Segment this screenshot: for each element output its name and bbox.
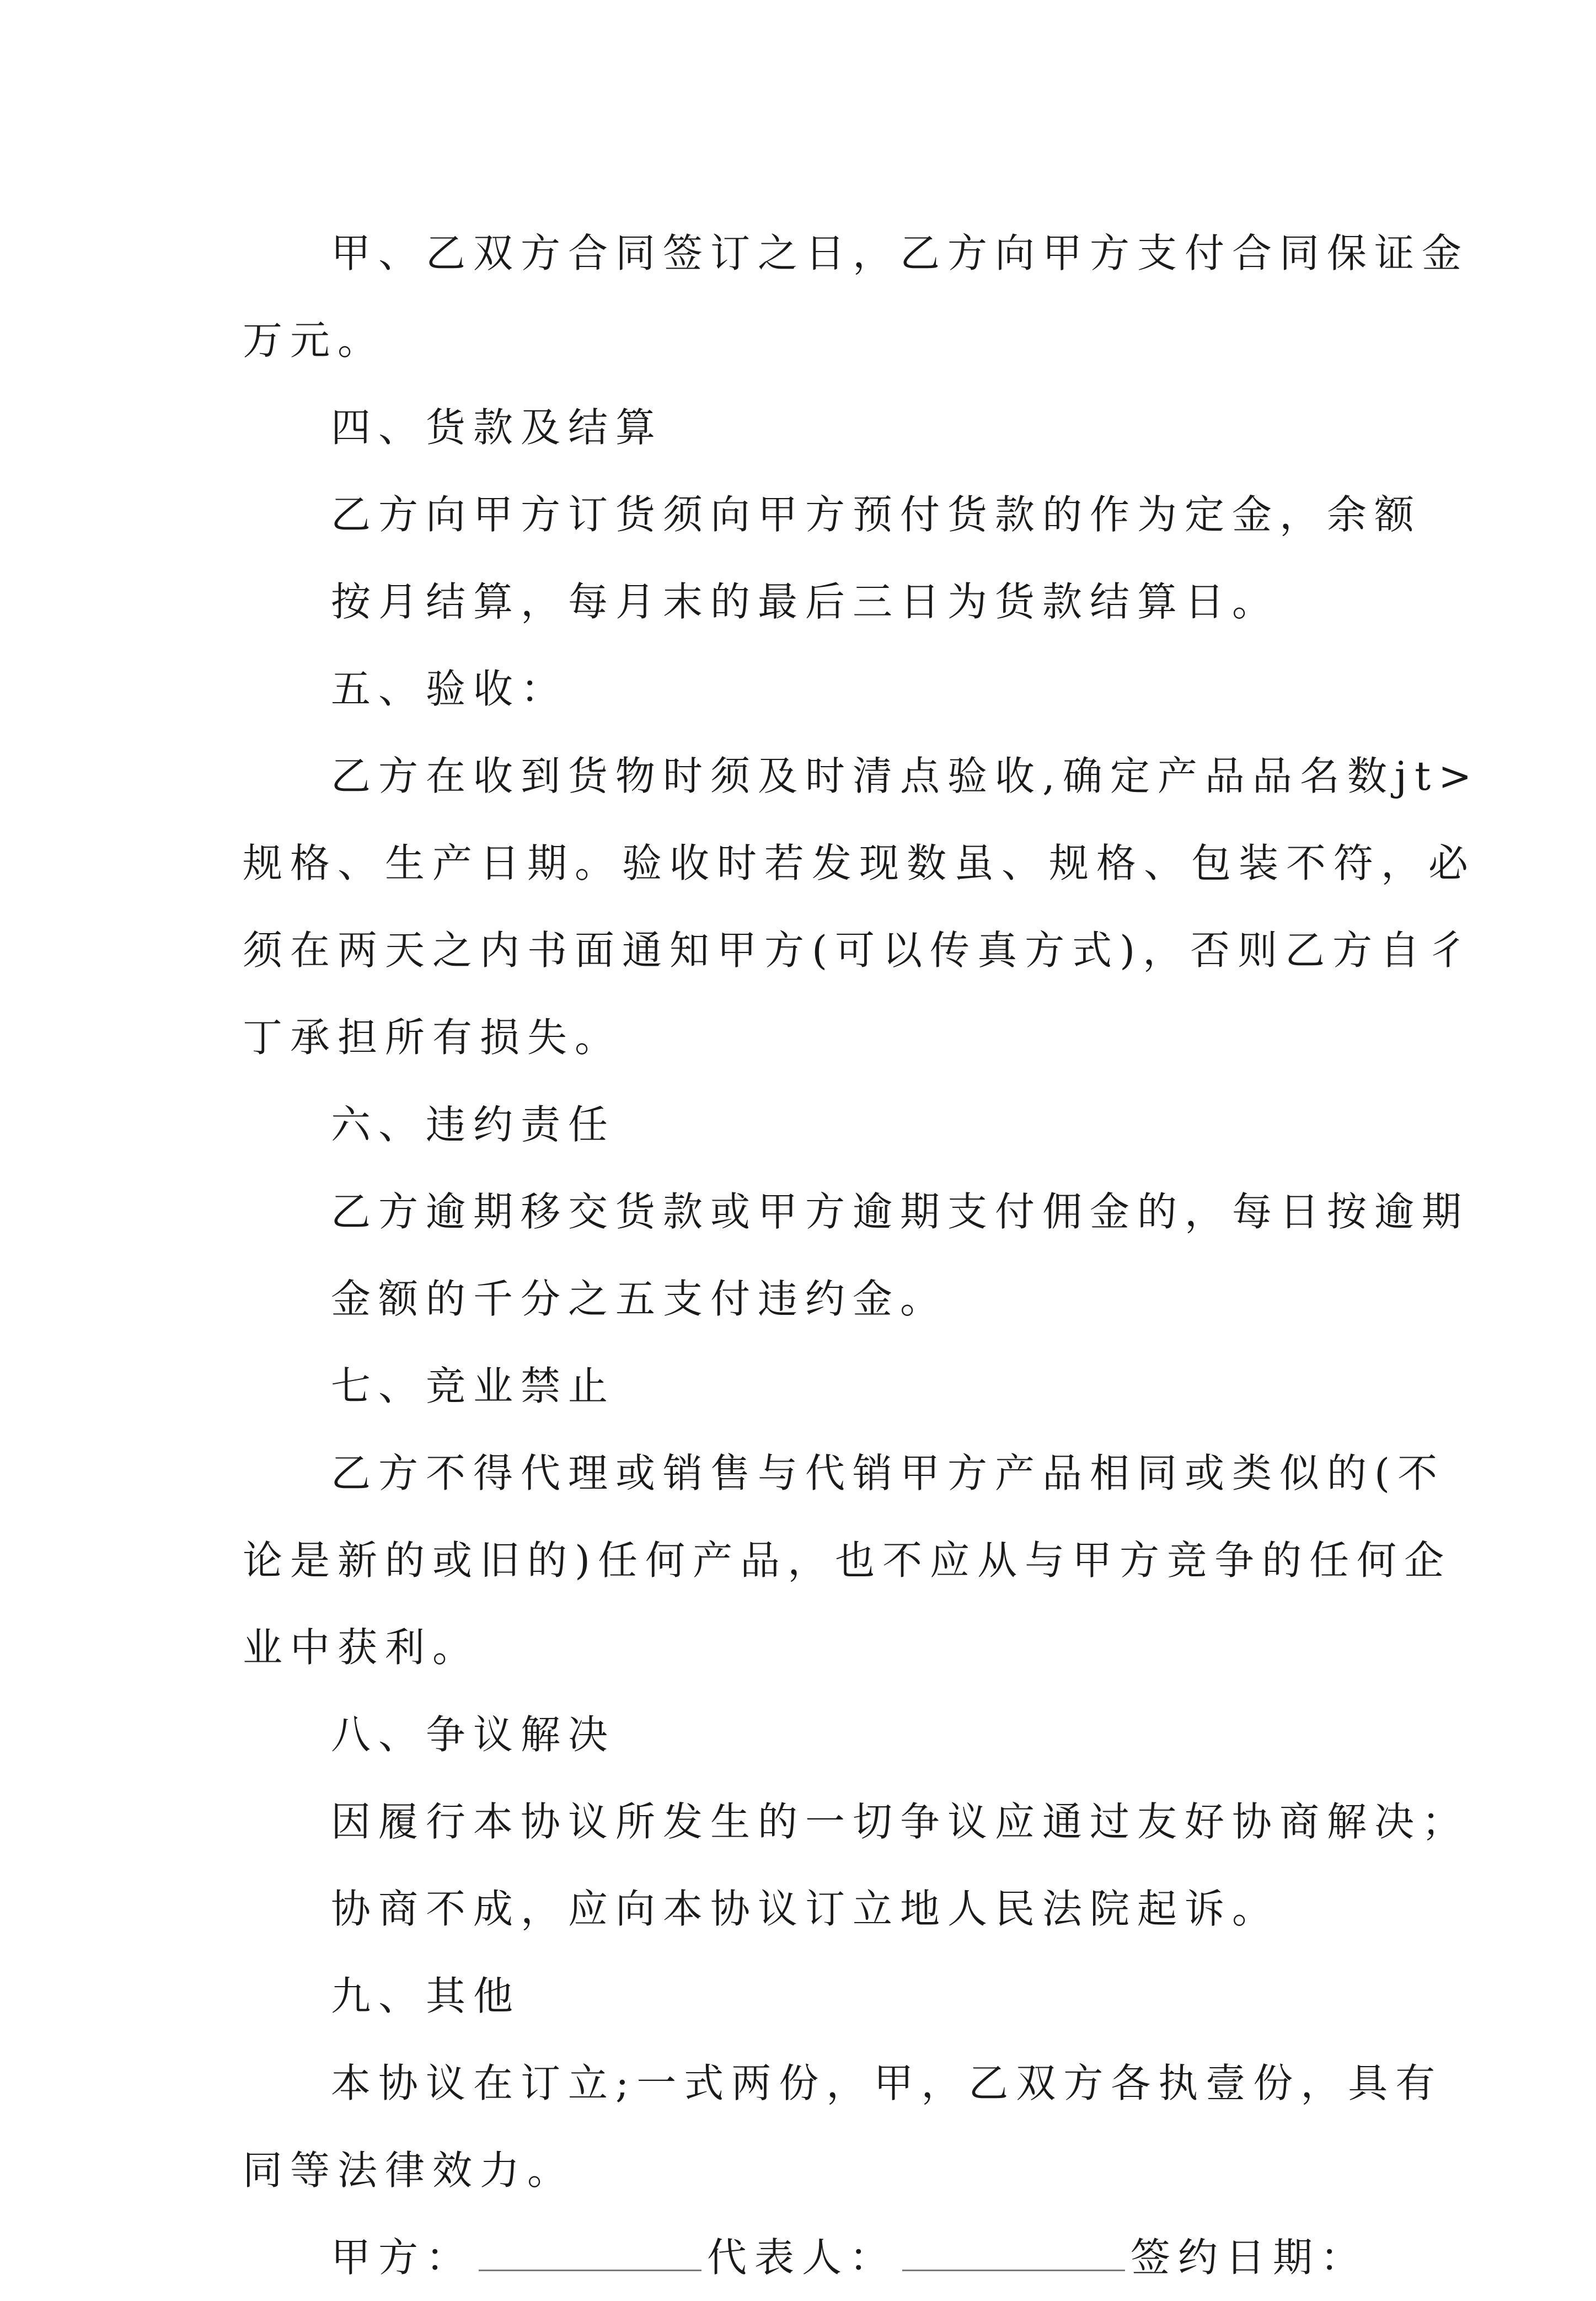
section-heading: 七、竞业禁止	[331, 1363, 616, 1409]
text-line: 万元。	[243, 317, 385, 363]
representative-blank[interactable]	[902, 2231, 1125, 2271]
text-line: 协商不成，应向本协议订立地人民法院起诉。	[331, 1886, 1280, 1932]
section-heading: 四、货款及结算	[331, 404, 663, 451]
text-line: 按月结算，每月末的最后三日为货款结算日。	[331, 579, 1280, 625]
text-line: 业中获利。	[243, 1624, 480, 1671]
party-a-label: 甲方：	[331, 2234, 474, 2281]
text-line: 乙方不得代理或销售与代销甲方产品相同或类似的(不	[331, 1450, 1445, 1496]
document-body	[243, 210, 1480, 2301]
representative-label: 代表人：	[706, 2234, 897, 2281]
signature-row	[243, 2214, 1368, 2301]
text-line: 须在两天之内书面通知甲方(可以传真方式)，否则乙方自彳	[243, 927, 1475, 973]
text-line: 同等法律效力。	[243, 2147, 575, 2193]
date-label: 签约日期：	[1130, 2234, 1368, 2281]
text-line: 金额的千分之五支付违约金。	[331, 1276, 948, 1322]
text-line: 甲、乙双方合同签订之日，乙方向甲方支付合同保证金	[331, 230, 1470, 276]
text-line: 乙方向甲方订货须向甲方预付货款的作为定金，余额	[331, 491, 1422, 538]
text-line: 丁承担所有损失。	[243, 1014, 623, 1061]
text-line: 因履行本协议所发生的一切争议应通过友好协商解决；	[331, 1799, 1470, 1845]
party-a-blank[interactable]	[479, 2231, 701, 2271]
text-line: 规格、生产日期。验收时若发现数虽、规格、包装不符，必	[243, 840, 1476, 886]
section-heading: 五、验收：	[331, 666, 569, 712]
text-line: 乙方在收到货物时须及时清点验收,确定产品品名数jt>	[331, 753, 1480, 799]
section-heading: 六、违约责任	[331, 1101, 616, 1148]
text-line: 乙方逾期移交货款或甲方逾期支付佣金的，每日按逾期	[331, 1189, 1470, 1235]
section-heading: 九、其他	[331, 1973, 521, 2019]
text-line: 本协议在订立;一式两份，甲，乙双方各执壹份，具有	[331, 2060, 1443, 2106]
section-heading: 八、争议解决	[331, 1711, 616, 1758]
text-line: 论是新的或旧的)任何产品，也不应从与甲方竞争的任何企	[243, 1537, 1452, 1583]
